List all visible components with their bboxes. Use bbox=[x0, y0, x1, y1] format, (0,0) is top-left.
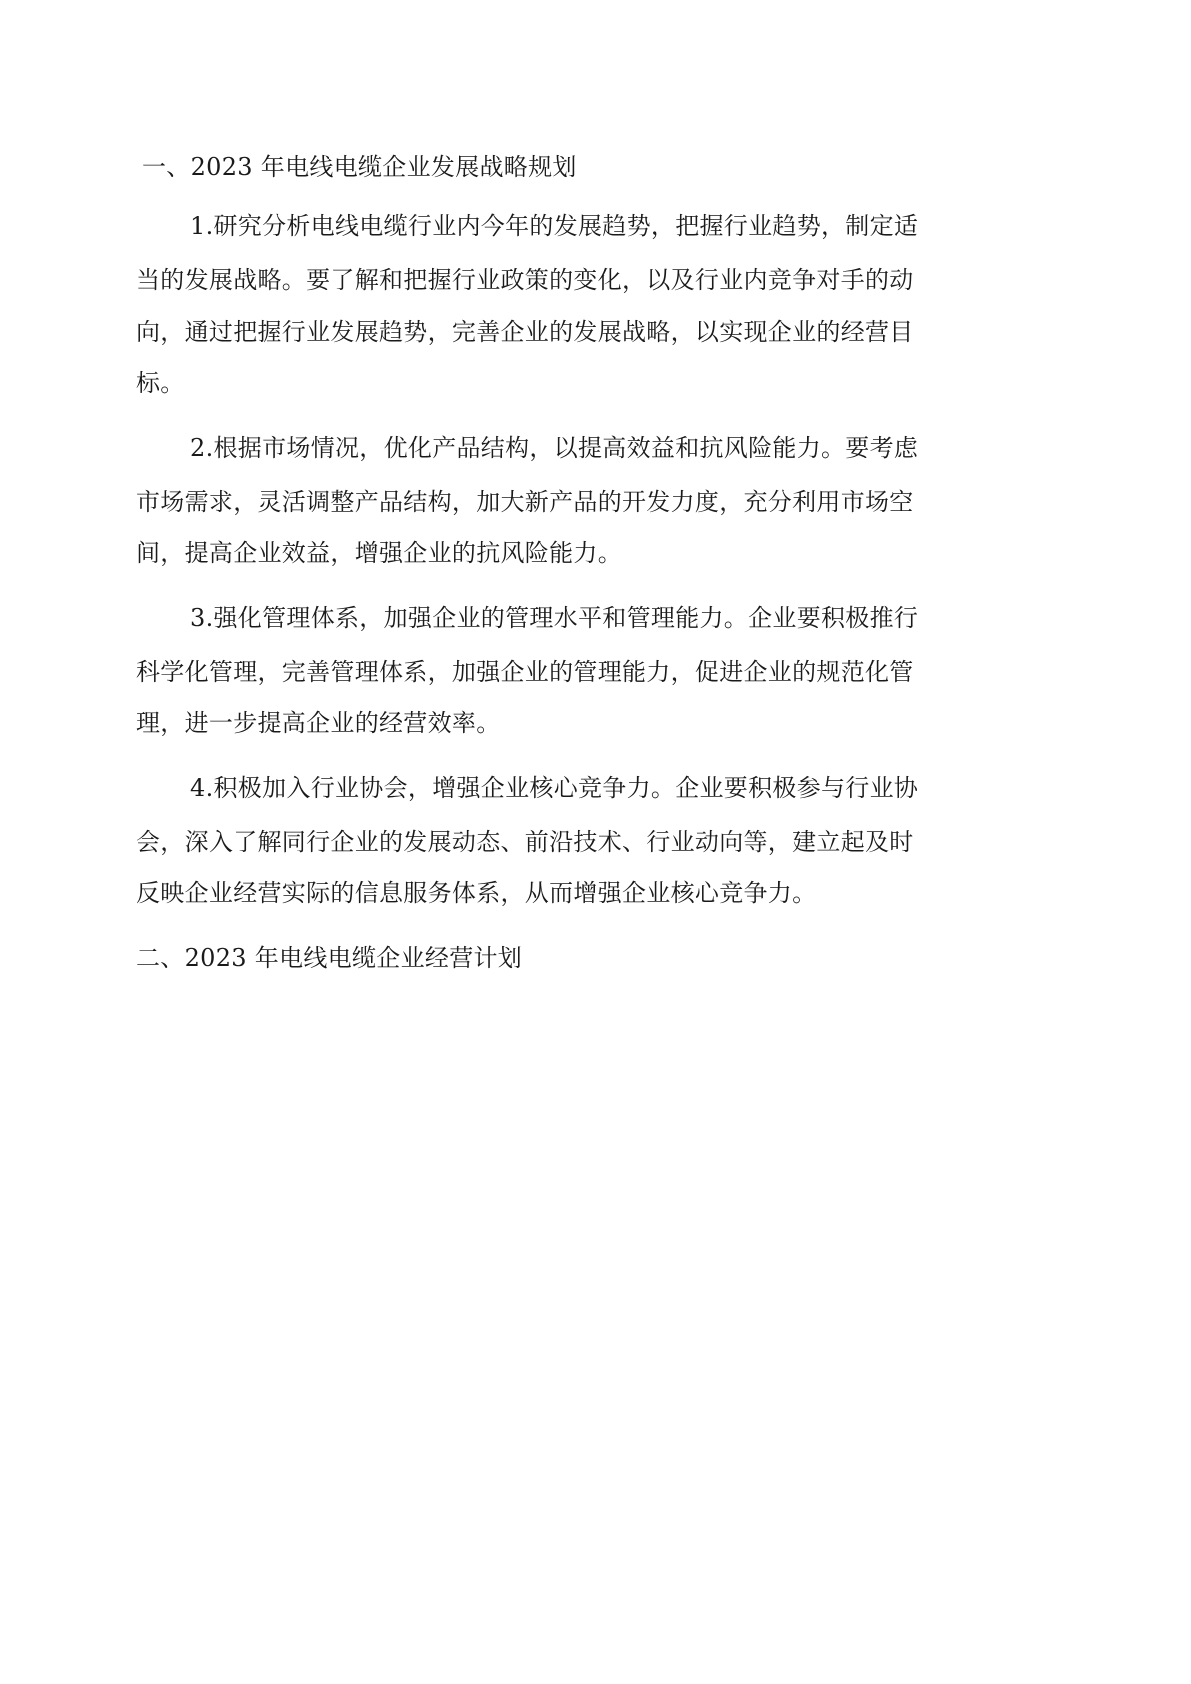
paragraph-line: 会，深入了解同行企业的发展动态、前沿技术、行业动向等，建立起及时 bbox=[136, 828, 914, 856]
paragraph-line: 向，通过把握行业发展趋势，完善企业的发展战略，以实现企业的经营目 bbox=[136, 318, 914, 346]
paragraph-line: 科学化管理，完善管理体系，加强企业的管理能力，促进企业的规范化管 bbox=[136, 658, 914, 686]
paragraph-line: 当的发展战略。要了解和把握行业政策的变化，以及行业内竞争对手的动 bbox=[136, 266, 914, 294]
paragraph-line: 2.根据市场情况，优化产品结构，以提高效益和抗风险能力。要考虑 bbox=[190, 434, 919, 462]
paragraph-line: 反映企业经营实际的信息服务体系，从而增强企业核心竞争力。 bbox=[136, 879, 817, 907]
section-heading-1: 一、2023 年电线电缆企业发展战略规划 bbox=[142, 153, 577, 181]
paragraph-line: 市场需求，灵活调整产品结构，加大新产品的开发力度，充分利用市场空 bbox=[136, 488, 914, 516]
paragraph-line: 间，提高企业效益，增强企业的抗风险能力。 bbox=[136, 539, 622, 567]
paragraph-line: 理，进一步提高企业的经营效率。 bbox=[136, 709, 501, 737]
paragraph-line: 标。 bbox=[136, 369, 185, 397]
paragraph-line: 4.积极加入行业协会，增强企业核心竞争力。企业要积极参与行业协 bbox=[190, 774, 919, 802]
paragraph-line: 1.研究分析电线电缆行业内今年的发展趋势，把握行业趋势，制定适 bbox=[190, 212, 919, 240]
section-heading-2: 二、2023 年电线电缆企业经营计划 bbox=[136, 944, 523, 972]
paragraph-line: 3.强化管理体系，加强企业的管理水平和管理能力。企业要积极推行 bbox=[190, 604, 919, 632]
